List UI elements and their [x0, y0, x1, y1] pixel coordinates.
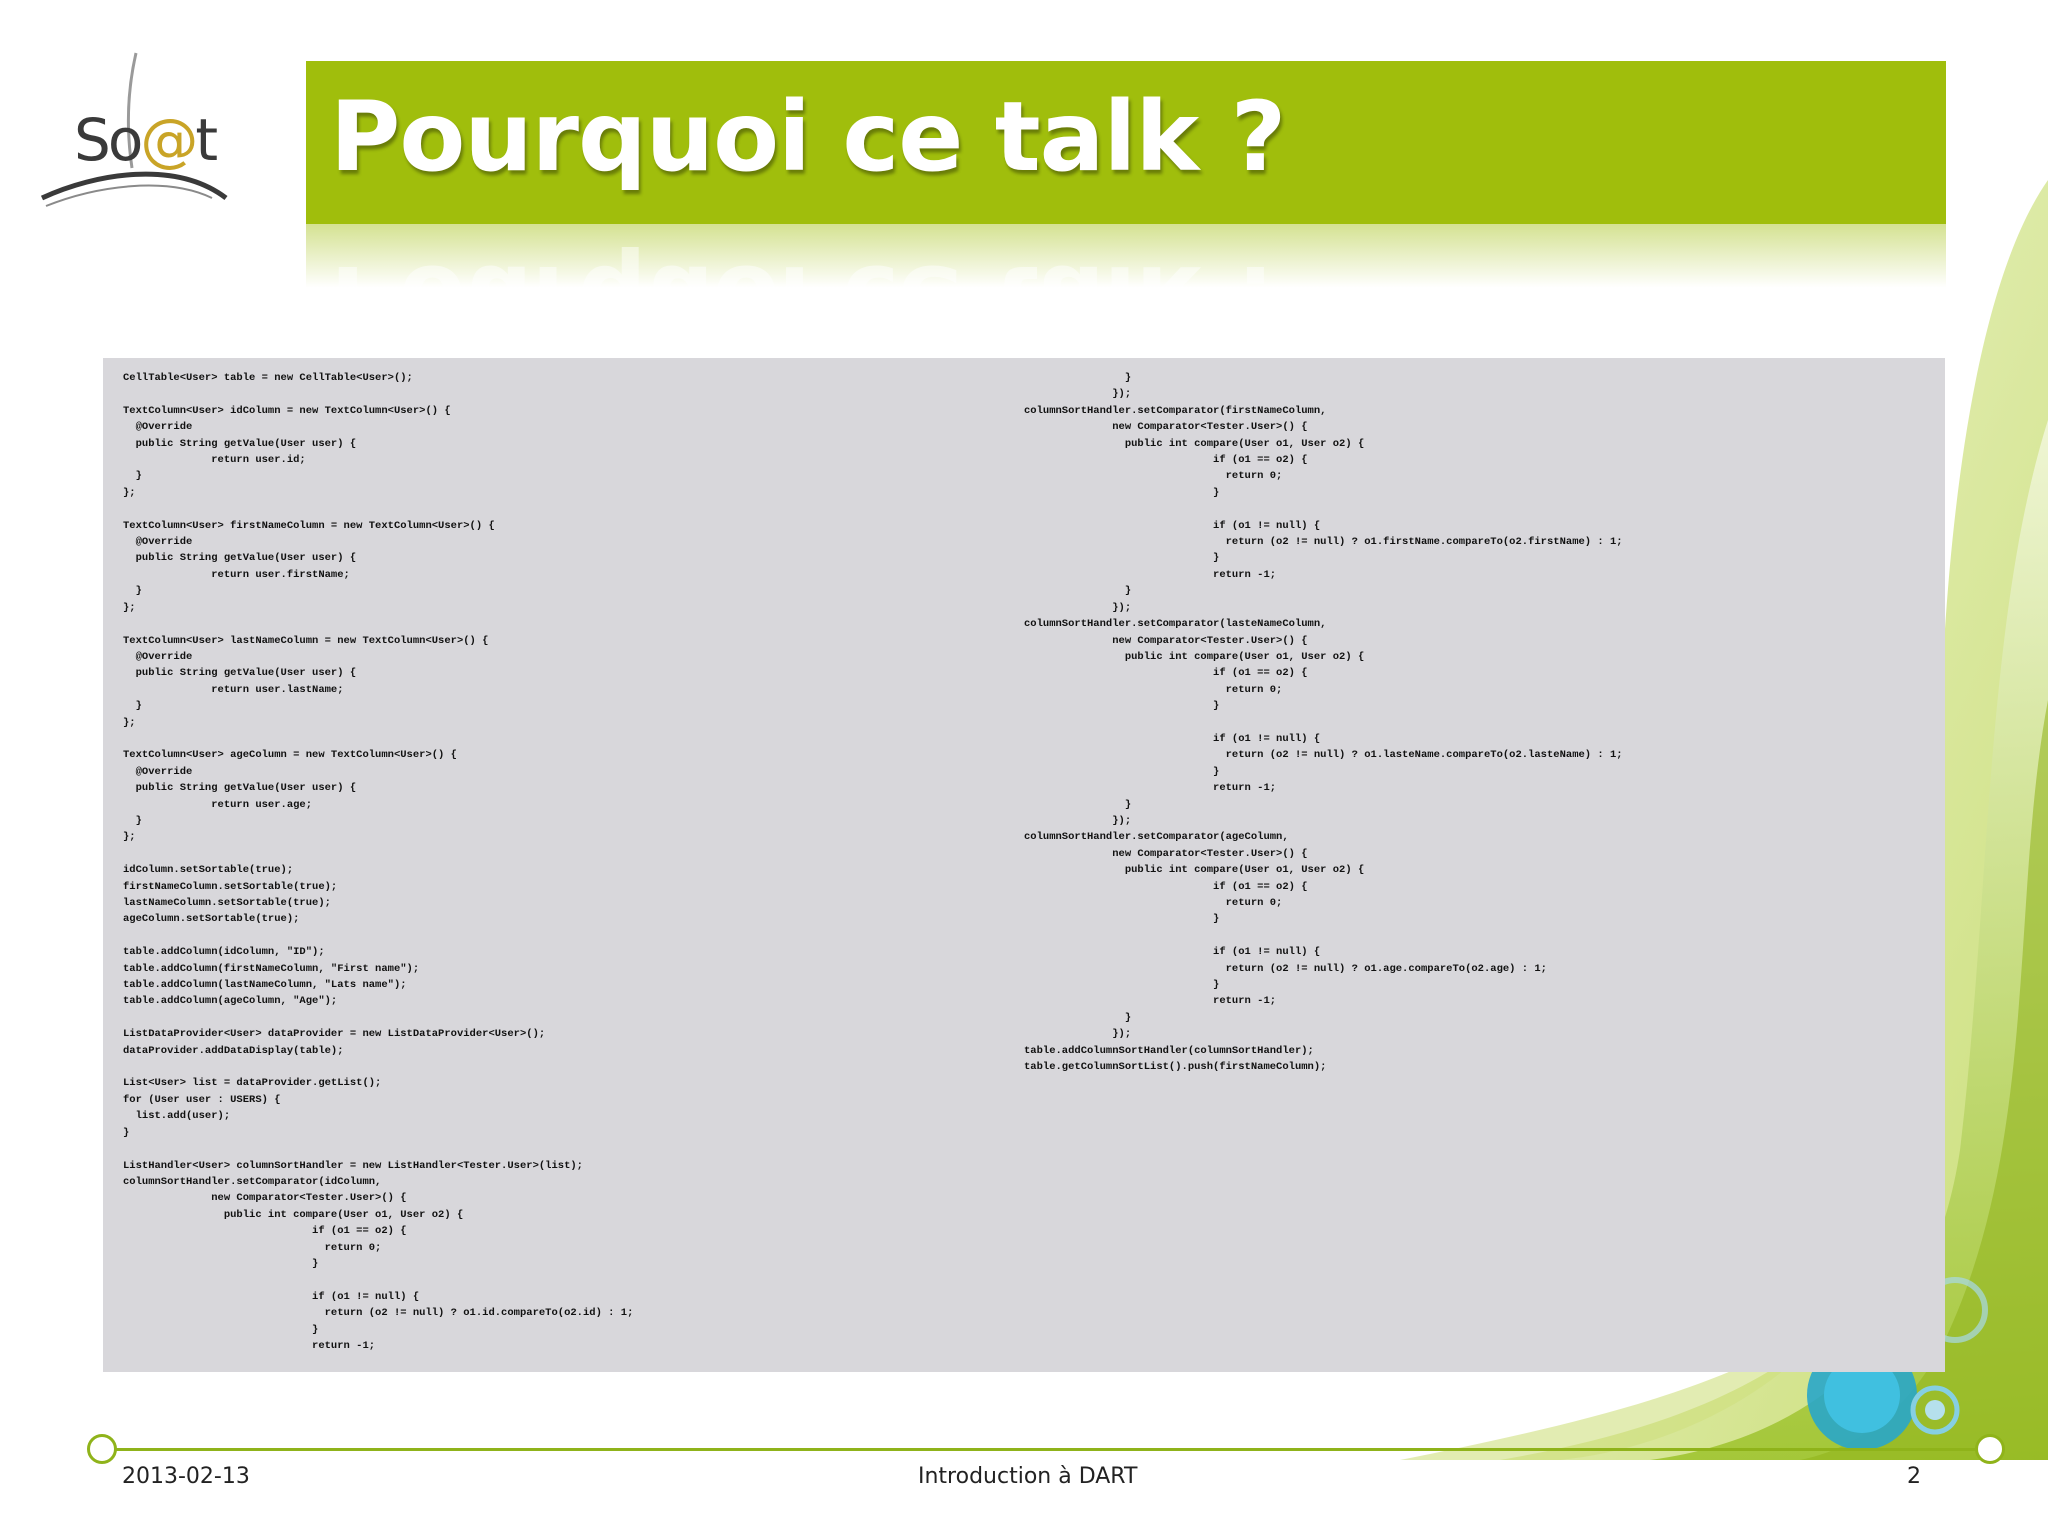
code-line	[123, 1010, 633, 1026]
code-line: }	[123, 1126, 130, 1139]
code-line: TextColumn<User> lastNameColumn = new TextColumn<User>() {	[123, 634, 489, 647]
code-line: }	[1024, 765, 1220, 778]
code-line: return 0;	[1024, 683, 1283, 696]
code-line: table.addColumn(ageColumn, "Age");	[123, 995, 338, 1008]
code-line: ListHandler<User> columnSortHandler = new ListHandler<Tester.User>(list);	[123, 1159, 583, 1172]
code-line: new Comparator<Tester.User>() {	[123, 1192, 407, 1205]
code-line: return user.id;	[123, 454, 306, 467]
code-line: });	[1024, 814, 1132, 827]
code-line: idColumn.setSortable(true);	[123, 864, 294, 877]
code-line: new Comparator<Tester.User>() {	[1024, 634, 1308, 647]
code-line: public String getValue(User user) {	[123, 782, 357, 795]
code-line: }	[123, 814, 142, 827]
code-line: }	[1024, 486, 1220, 499]
footer-title: Introduction à DART	[918, 1464, 1138, 1489]
footer-divider	[103, 1448, 1991, 1451]
logo-t: t	[195, 106, 216, 174]
code-line	[123, 1272, 633, 1288]
code-line: List<User> list = dataProvider.getList();	[123, 1077, 382, 1090]
code-line: return 0;	[123, 1241, 382, 1254]
code-line	[123, 501, 633, 517]
code-line: return (o2 != null) ? o1.firstName.compareTo(o2.firstName) : 1;	[1024, 536, 1623, 549]
code-line: }	[1024, 700, 1220, 713]
code-line: return user.lastName;	[123, 683, 344, 696]
code-line: }	[123, 1323, 319, 1336]
code-line: };	[123, 486, 136, 499]
code-line: }	[1024, 585, 1132, 598]
code-line: }	[123, 470, 142, 483]
code-line: if (o1 == o2) {	[123, 1225, 407, 1238]
code-line: CellTable<User> table = new CellTable<User>();	[123, 372, 413, 384]
logo-so: So	[74, 106, 141, 174]
code-line: columnSortHandler.setComparator(lasteNameColumn,	[1024, 618, 1327, 631]
code-line: return (o2 != null) ? o1.id.compareTo(o2.id) : 1;	[123, 1307, 634, 1320]
footer-dot-left	[87, 1434, 117, 1464]
code-line: });	[1024, 601, 1132, 614]
code-line	[123, 846, 633, 862]
code-line: };	[123, 716, 136, 729]
code-line: table.getColumnSortList().push(firstNameColumn);	[1024, 1061, 1327, 1074]
code-line: public int compare(User o1, User o2) {	[1024, 437, 1365, 450]
code-line: dataProvider.addDataDisplay(table);	[123, 1044, 344, 1057]
code-line: public String getValue(User user) {	[123, 667, 357, 680]
code-line: return (o2 != null) ? o1.lasteName.compareTo(o2.lasteName) : 1;	[1024, 749, 1623, 762]
code-line: @Override	[123, 421, 193, 434]
code-panel	[103, 358, 1945, 1372]
code-line	[123, 731, 633, 747]
code-line: public int compare(User o1, User o2) {	[1024, 864, 1365, 877]
code-line: TextColumn<User> firstNameColumn = new TextColumn<User>() {	[123, 519, 495, 532]
code-line: table.addColumn(idColumn, "ID");	[123, 946, 325, 959]
title-reflection-text: Pourquoi ce talk ?	[330, 244, 1286, 356]
code-line: if (o1 == o2) {	[1024, 454, 1308, 467]
code-line	[123, 616, 633, 632]
code-line: columnSortHandler.setComparator(firstNameColumn,	[1024, 404, 1327, 417]
code-line: if (o1 != null) {	[1024, 946, 1321, 959]
code-line: }	[1024, 913, 1220, 926]
code-line: return -1;	[123, 1339, 376, 1352]
code-line: }	[123, 700, 142, 713]
code-line: table.addColumn(firstNameColumn, "First name");	[123, 962, 420, 975]
code-line: list.add(user);	[123, 1110, 231, 1123]
code-line: table.addColumn(lastNameColumn, "Lats name");	[123, 979, 407, 992]
code-line: return user.firstName;	[123, 568, 350, 581]
code-line: public int compare(User o1, User o2) {	[123, 1208, 464, 1221]
code-line: return -1;	[1024, 782, 1277, 795]
code-line: return -1;	[1024, 568, 1277, 581]
code-line: columnSortHandler.setComparator(ageColumn,	[1024, 831, 1289, 844]
code-line: return (o2 != null) ? o1.age.compareTo(o2.age) : 1;	[1024, 962, 1547, 975]
code-line: });	[1024, 388, 1132, 401]
code-line: ageColumn.setSortable(true);	[123, 913, 300, 926]
slide-title: Pourquoi ce talk ?	[330, 81, 1286, 193]
code-line: if (o1 == o2) {	[1024, 667, 1308, 680]
code-line: public String getValue(User user) {	[123, 437, 357, 450]
code-line: public String getValue(User user) {	[123, 552, 357, 565]
logo-text	[74, 106, 215, 174]
code-line	[123, 386, 633, 402]
code-line	[123, 928, 633, 944]
code-column-left	[123, 370, 633, 1354]
code-line: }	[123, 1257, 319, 1270]
code-line: }	[123, 585, 142, 598]
code-line	[123, 1141, 633, 1157]
code-line: @Override	[123, 765, 193, 778]
title-reflection	[306, 224, 1946, 356]
code-line: public int compare(User o1, User o2) {	[1024, 650, 1365, 663]
code-line	[123, 1059, 633, 1075]
page-number: 2	[1907, 1464, 1921, 1489]
footer-dot-right	[1975, 1434, 2005, 1464]
code-line: }	[1024, 979, 1220, 992]
code-line: firstNameColumn.setSortable(true);	[123, 880, 338, 893]
code-line: if (o1 != null) {	[1024, 732, 1321, 745]
code-line	[1024, 501, 1623, 517]
title-band	[306, 61, 1946, 224]
soat-logo	[36, 48, 236, 218]
code-line: for (User user : USERS) {	[123, 1093, 281, 1106]
code-line: }	[1024, 798, 1132, 811]
code-line: }	[1024, 372, 1132, 384]
code-line: return 0;	[1024, 470, 1283, 483]
code-line: if (o1 != null) {	[1024, 519, 1321, 532]
code-line: return 0;	[1024, 897, 1283, 909]
code-line: }	[1024, 1011, 1132, 1024]
code-line: lastNameColumn.setSortable(true);	[123, 897, 331, 909]
code-line: columnSortHandler.setComparator(idColumn,	[123, 1175, 382, 1188]
code-line: table.addColumnSortHandler(columnSortHandler);	[1024, 1044, 1314, 1057]
code-line	[1024, 715, 1623, 731]
code-line: new Comparator<Tester.User>() {	[1024, 847, 1308, 860]
code-line: };	[123, 831, 136, 844]
code-line: @Override	[123, 536, 193, 549]
code-line: if (o1 == o2) {	[1024, 880, 1308, 893]
code-line: TextColumn<User> idColumn = new TextColumn<User>() {	[123, 404, 451, 417]
code-line: });	[1024, 1028, 1132, 1041]
code-line: return -1;	[1024, 995, 1277, 1008]
logo-at: @	[140, 106, 196, 174]
footer-date: 2013-02-13	[122, 1464, 250, 1489]
code-line: TextColumn<User> ageColumn = new TextColumn<User>() {	[123, 749, 457, 762]
code-line: if (o1 != null) {	[123, 1290, 420, 1303]
code-column-right	[1024, 370, 1623, 1075]
code-line: ListDataProvider<User> dataProvider = new ListDataProvider<User>();	[123, 1028, 546, 1041]
code-line: @Override	[123, 650, 193, 663]
code-line: return user.age;	[123, 798, 313, 811]
code-line: }	[1024, 552, 1220, 565]
code-line: };	[123, 601, 136, 614]
code-line	[1024, 928, 1623, 944]
code-line: new Comparator<Tester.User>() {	[1024, 421, 1308, 434]
